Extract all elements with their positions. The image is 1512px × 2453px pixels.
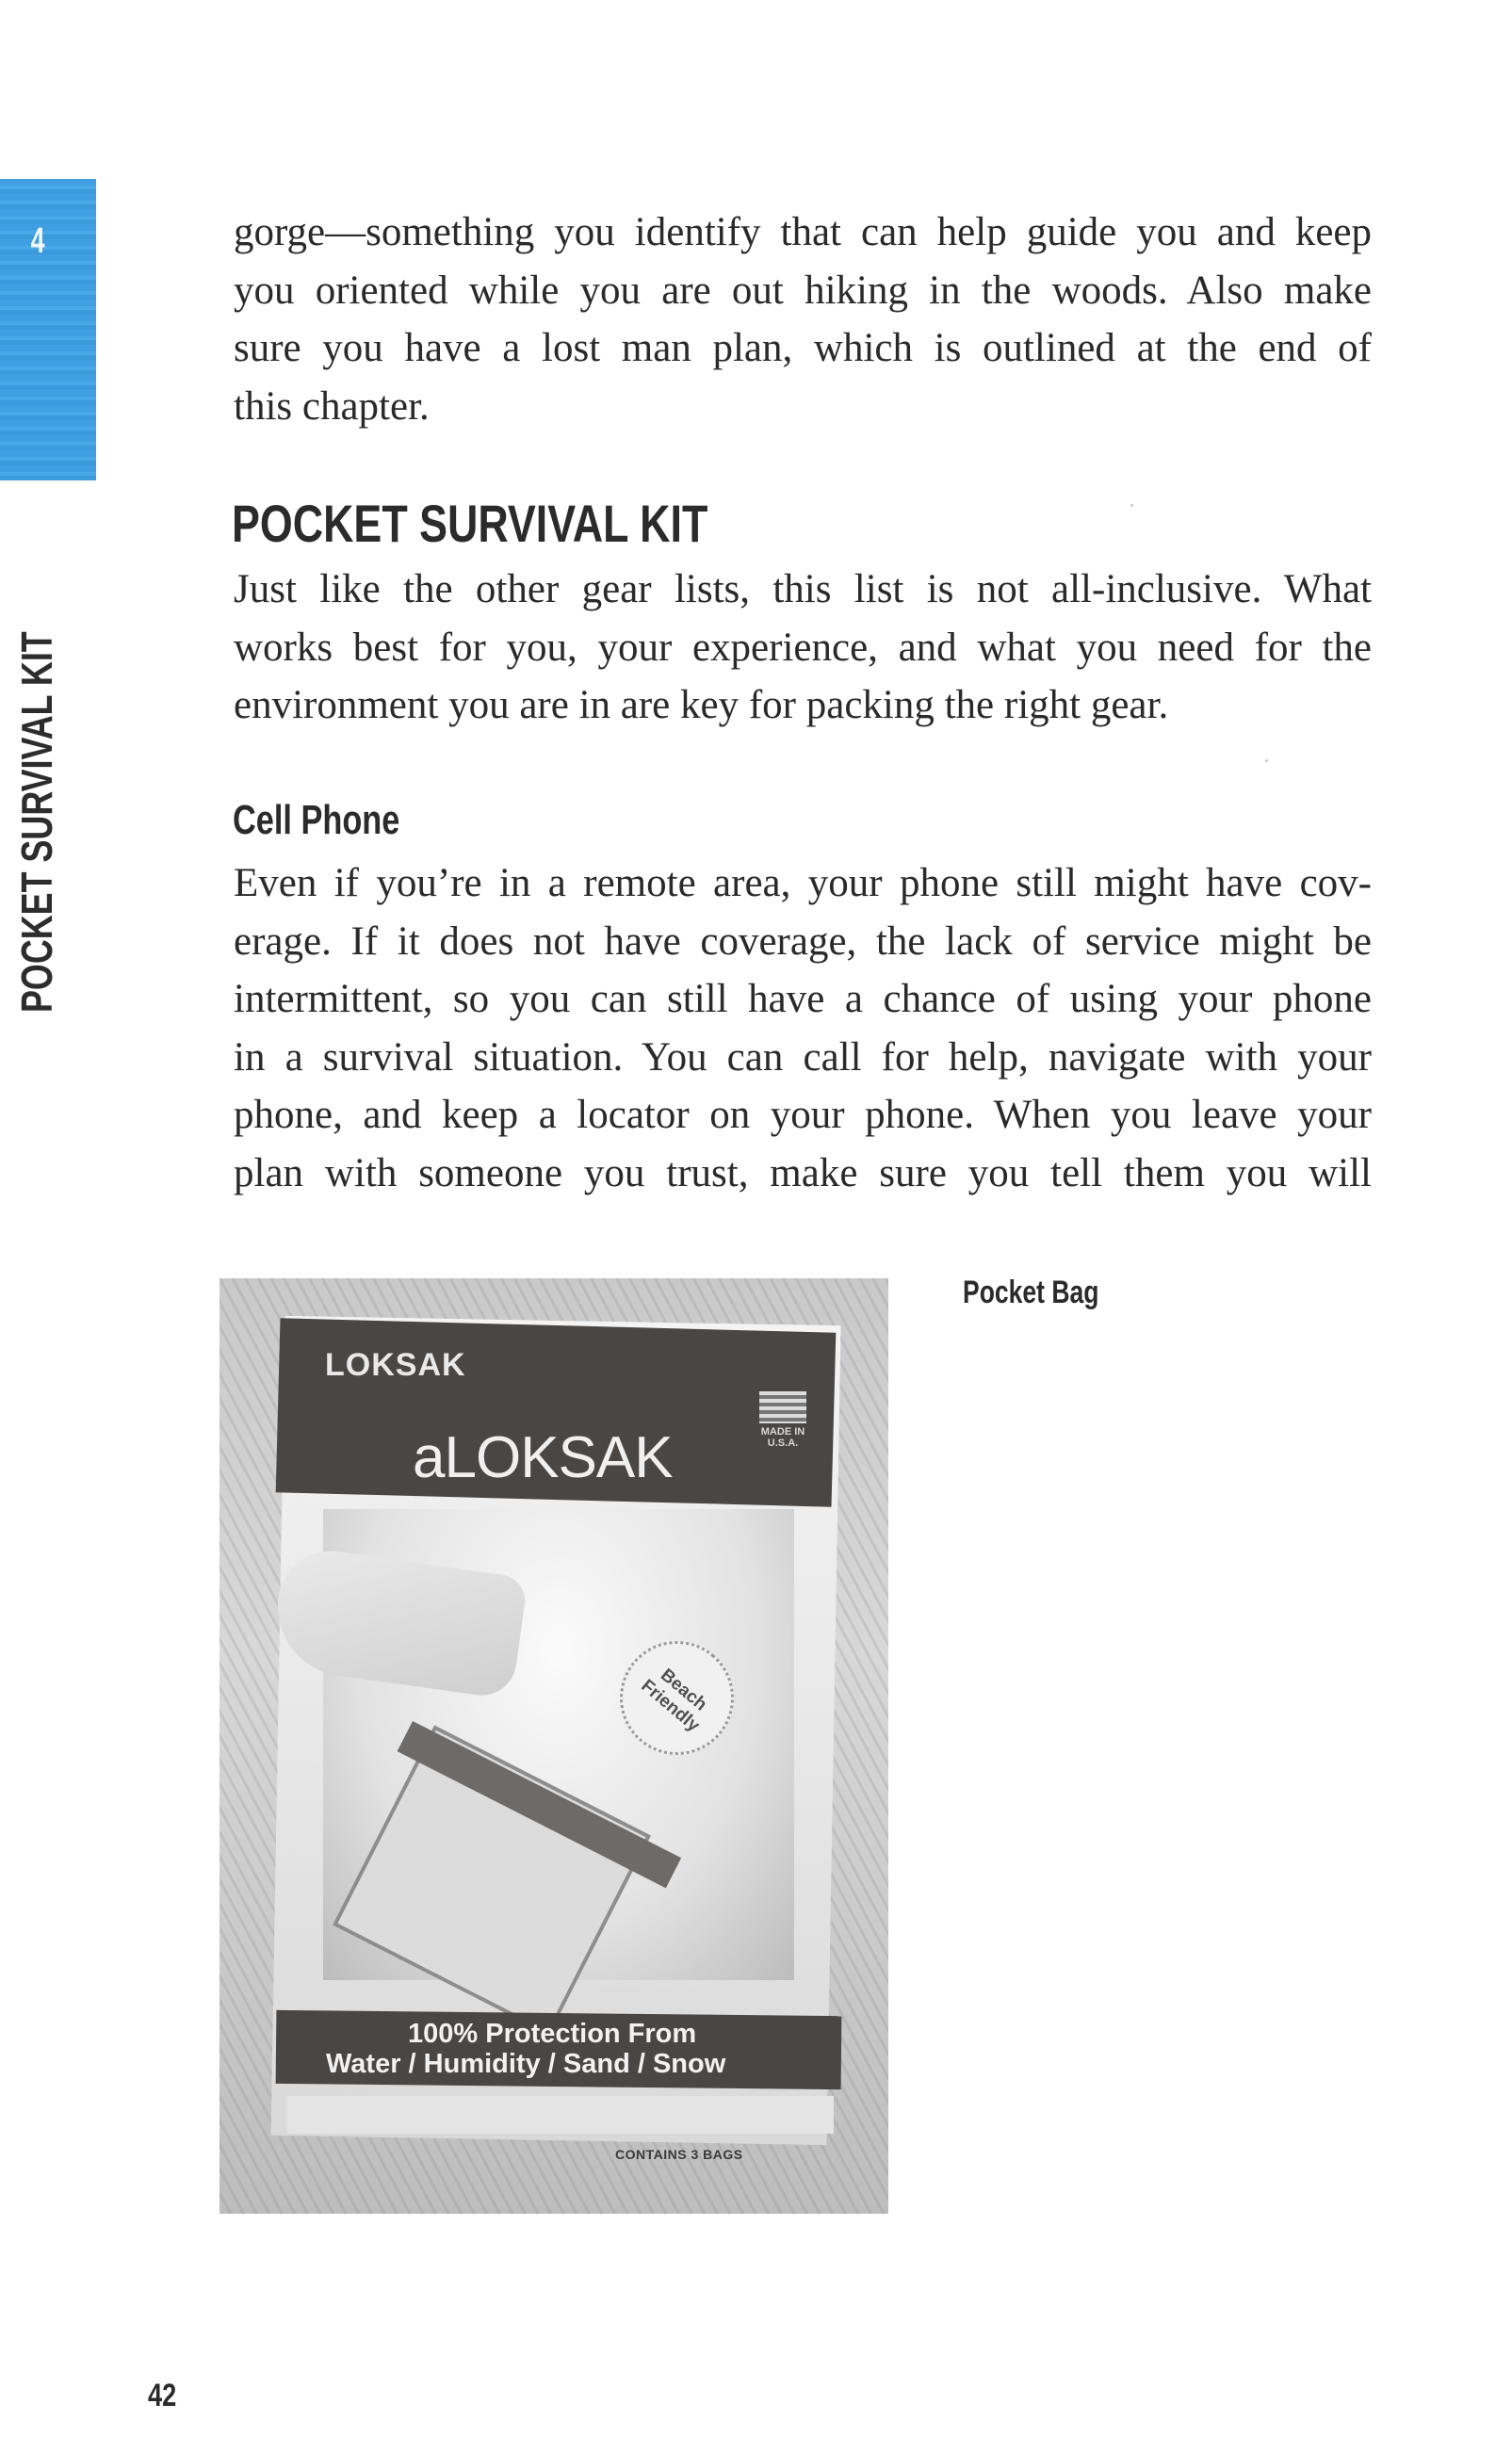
beach-friendly-badge: Beach Friendly [596, 1617, 756, 1778]
running-head [12, 524, 61, 1013]
text-line: plan with someone you trust, make sure you tell them you will [234, 1150, 1372, 1195]
page-number: 42 [148, 2378, 177, 2413]
chapter-number: 4 [30, 221, 45, 261]
text-line: intermittent, so you can still have a chance of using your phone [234, 977, 1372, 1021]
text-line: Just like the other gear lists, this list is not all-inclusive. What [234, 567, 1372, 611]
figure-caption: Pocket Bag [963, 1275, 1099, 1310]
section-intro-paragraph [234, 560, 1372, 735]
text-line: environment you are in are key for packing the right gear. [234, 683, 1169, 727]
chapter-tab [0, 179, 96, 480]
scan-speck [1130, 504, 1133, 507]
text-line: you oriented while you are out hiking in the woods. Also make [234, 268, 1372, 313]
text-line: sure you have a lost man plan, which is outlined at the end of [234, 326, 1372, 370]
package-white-band [287, 2096, 834, 2134]
running-head-text: POCKET SURVIVAL KIT [12, 631, 61, 1013]
scan-speck [1265, 759, 1268, 762]
text-line: Even if you’re in a remote area, your phone still might have cov- [234, 861, 1372, 905]
made-in-usa-label [756, 1391, 809, 1449]
protection-text-line-2: Water / Humidity / Sand / Snow [326, 2049, 726, 2079]
text-line: this chapter. [234, 383, 430, 429]
flag-icon [759, 1391, 806, 1423]
paragraph-continuation [234, 203, 1372, 435]
protection-text-line-1: 100% Protection From [408, 2019, 697, 2049]
cell-phone-paragraph [234, 854, 1372, 1202]
brand-logo-large: aLOKSAK [413, 1425, 673, 1490]
text-line: in a survival situation. You can call for help, navigate with your [234, 1034, 1372, 1080]
subsection-heading: Cell Phone [233, 797, 400, 843]
contains-label: CONTAINS 3 BAGS [615, 2147, 743, 2162]
text-line: gorge—something you identify that can help guide you and keep [234, 210, 1372, 254]
text-line: phone, and keep a locator on your phone. When you leave your [234, 1093, 1372, 1137]
made-in-usa-text: MADE IN U.S.A. [760, 1426, 805, 1449]
section-heading: POCKET SURVIVAL KIT [232, 494, 708, 553]
text-line: works best for you, your experience, and what you need for the [234, 625, 1372, 670]
brand-logo-small: LOKSAK [325, 1347, 466, 1383]
pocket-bag-photo [219, 1278, 888, 2214]
text-line: erage. If it does not have coverage, the lack of service might be [234, 918, 1372, 964]
